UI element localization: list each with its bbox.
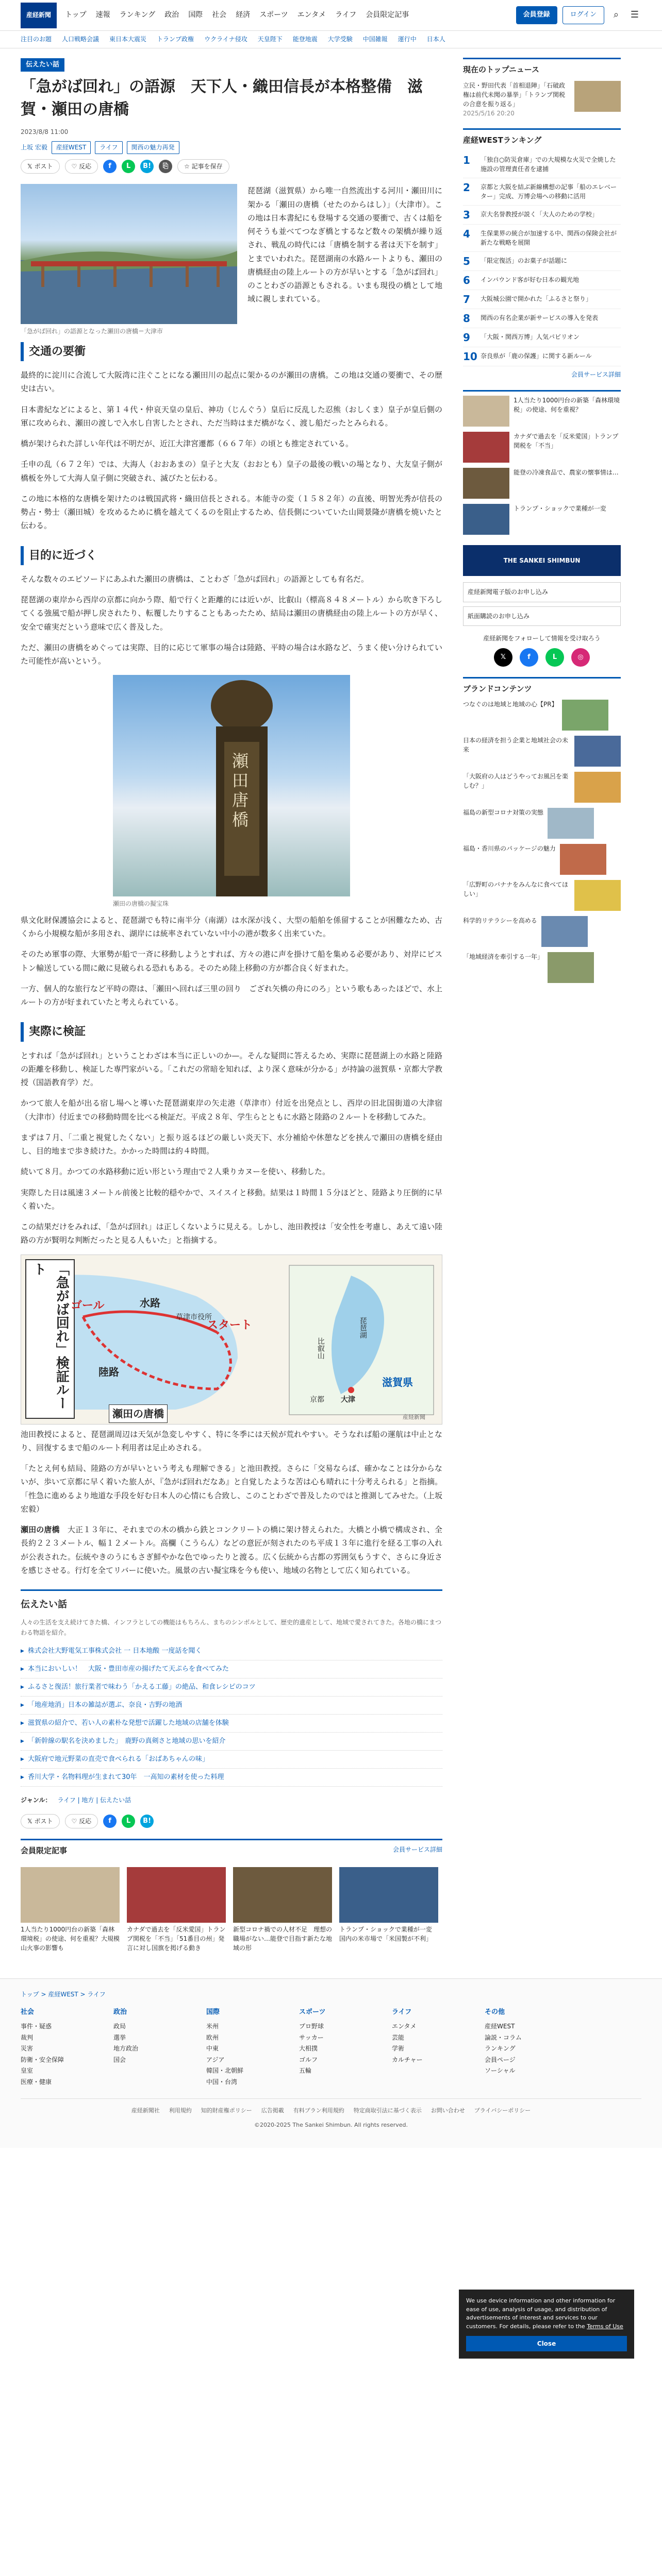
site-footer xyxy=(0,1978,662,2148)
footer-link[interactable]: 五輪 xyxy=(299,2067,312,2075)
brand-item[interactable]: 「広野町のバナナをみんなに食べてほしい」 xyxy=(463,880,621,911)
subscribe-digital-link[interactable]: 産経新聞電子版のお申し込み xyxy=(463,582,621,602)
map-label-ootsu: 大津 xyxy=(341,1395,355,1404)
body-paragraph: 壬申の乱（６７２年）では、大海人（おおあまの）皇子と大友（おおとも）皇子の最後の戦いの場となり、大友皇子側が橋板を外して大海人皇子側に突破され、滅びたと伝わる。 xyxy=(21,460,442,483)
footer-link[interactable]: カルチャー xyxy=(392,2056,423,2063)
topic-item[interactable]: 能登地震 xyxy=(292,36,318,43)
nav-item[interactable]: トップ xyxy=(65,10,87,19)
footer-link[interactable]: ランキング xyxy=(485,2045,516,2053)
top-news-date: 2025/5/16 20:20 xyxy=(463,109,515,117)
brand-item[interactable]: 福島・香川県のパッケージの魅力 xyxy=(463,844,621,875)
share-bar-bottom xyxy=(21,1814,442,1828)
category-badge[interactable]: 伝えたい話 xyxy=(21,58,64,72)
register-button[interactable]: 会員登録 xyxy=(516,6,557,24)
brand-item[interactable]: 日本の経済を担う企業と地域社会の未来 xyxy=(463,736,621,767)
related-link[interactable]: ▶ 「新幹線の駅名を決めました」 鹿野の真剣さと地域の思いを紹介 xyxy=(21,1733,442,1751)
photo-caption: 瀬田の唐橋の擬宝珠 xyxy=(113,900,169,908)
hatena-icon[interactable]: B! xyxy=(140,160,154,173)
info-box-title: 瀬田の唐橋 xyxy=(21,1525,60,1535)
login-button[interactable]: ログイン xyxy=(562,6,604,24)
member-side-item[interactable]: 能登の冷凍食品で、農家の懐事情は… xyxy=(463,468,621,499)
footer-link[interactable]: アジア xyxy=(206,2056,225,2063)
body-paragraph: そんな数々のエピソードにあふれた瀬田の唐橋は、ことわざ「急がば回れ」の語源としても有名だ。 xyxy=(21,574,369,584)
facebook-icon[interactable]: f xyxy=(103,160,117,173)
member-title: 会員限定記事 xyxy=(21,1846,68,1856)
topic-item[interactable]: 大学受験 xyxy=(327,36,353,43)
nav-item[interactable]: ライフ xyxy=(335,10,357,19)
topic-item[interactable]: 人口戦略会議 xyxy=(62,36,100,43)
footer-link[interactable]: 韓国・北朝鮮 xyxy=(206,2067,244,2075)
footer-link[interactable]: 芸能 xyxy=(392,2033,405,2041)
member-card[interactable] xyxy=(339,1867,438,1953)
top-news-title: 現在のトップニュース xyxy=(463,65,540,74)
related-section xyxy=(21,1589,442,1787)
card-thumbnail xyxy=(21,1867,120,1923)
related-title: 伝えたい話 xyxy=(21,1599,67,1611)
topic-item[interactable]: 日本人 xyxy=(426,36,445,43)
body-paragraph: ただ、瀬田の唐橋をめぐっては実際、目的に応じて軍事の場合は陸路、平時の場合は水路など、うまく使い分けられていた可能性が高いという。 xyxy=(21,642,442,666)
ranking-item[interactable]: 7 大阪城公園で開かれた「ふるさと祭り」 xyxy=(463,290,621,309)
nav-item[interactable]: エンタメ xyxy=(297,10,326,19)
brand-item[interactable]: つなぐのは地域と地域の心【PR】 xyxy=(463,700,621,731)
footer-bottom-link[interactable]: 産経新聞社 xyxy=(131,2107,160,2114)
member-card[interactable] xyxy=(233,1867,332,1953)
breadcrumb-item[interactable]: 産経WEST xyxy=(48,1990,78,1998)
section-heading: 交通の要衝 xyxy=(21,342,442,361)
breadcrumb: トップ > 産経WEST > ライフ xyxy=(21,1990,106,1998)
share-bar xyxy=(21,159,442,174)
related-desc: 人々の生活を支え続けてきた橋、インフラとしての機能はもちろん、まちのシンボルとして、歴史的遺産として、地域で愛されてきた。各地の橋にまつわる物語を紹介。 xyxy=(21,1618,441,1637)
topic-nav xyxy=(0,31,662,48)
line-icon[interactable]: L xyxy=(122,1815,135,1828)
nav-item[interactable]: 政治 xyxy=(164,10,179,19)
body-paragraph: 実際した日は風速３メートル前後と比較的穏やかで、スイスイと移動。結果は１時間１５分ほどと、陸路より圧倒的に早く着いた。 xyxy=(21,1188,442,1211)
body-paragraph: まずは７月、「二重と視覚したくない」と振り返るほどの厳しい炎天下、水分補給や休憩などを挟んで瀬田の唐橋を経由し、目的地まで歩き続けた。かかった時間は約４時間。 xyxy=(21,1132,442,1156)
item-thumbnail xyxy=(548,808,594,839)
line-icon[interactable]: L xyxy=(122,160,135,173)
site-header xyxy=(0,0,662,31)
footer-link[interactable]: ソーシャル xyxy=(485,2067,516,2075)
footer-link[interactable]: 中東 xyxy=(206,2045,219,2053)
footer-col-title[interactable]: 社会 xyxy=(21,2008,35,2016)
genre-row xyxy=(21,1795,442,1805)
map-label-goal: ゴール xyxy=(71,1299,105,1312)
body-paragraph: この地に本格的な唐橋を架けたのは戦国武将・織田信長とされる。本能寺の変（１５８２年）の直後、明智光秀が信長の勢占・勢士（瀬田城）を攻めるために橋を越えてくるのを阻止するため、信長側についていた山岡景隆が唐橋を焼いたと伝わる。 xyxy=(21,494,442,531)
card-title: カナダで過去を「反米愛国」トランプ関税を「不当」「51番目の州」発言に対し国旗を掲げる動き xyxy=(127,1925,226,1952)
topic-item[interactable]: トランプ政権 xyxy=(157,36,194,43)
facebook-icon[interactable]: f xyxy=(520,648,538,667)
save-article-button[interactable]: ☆ 記事を保存 xyxy=(177,159,229,174)
follow-text: 産経新聞をフォローして情報を受け取ろう xyxy=(483,635,601,642)
body-paragraph: 最終的に淀川に合流して大阪湾に注ぐことになる瀬田川の起点に架かるのが瀬田の唐橋。この地は交通の要衝で、その歴史は古い。 xyxy=(21,370,442,394)
footer-link[interactable]: 米州 xyxy=(206,2023,219,2030)
footer-col-title[interactable]: 国際 xyxy=(206,2008,220,2016)
footer-col xyxy=(485,2007,562,2088)
ranking-item[interactable]: 1 「独自○防災倉庫」での大規模な火災で全焼した施設の管理責任者を逮捕 xyxy=(463,151,621,178)
breadcrumb-item[interactable]: ライフ xyxy=(87,1990,106,1998)
sidebar xyxy=(463,58,621,1963)
member-card[interactable] xyxy=(127,1867,226,1953)
card-thumbnail xyxy=(233,1867,332,1923)
footer-link[interactable]: 学術 xyxy=(392,2045,405,2053)
section-heading: 目的に近づく xyxy=(21,546,442,565)
footer-link[interactable]: 大相撲 xyxy=(299,2045,318,2053)
top-news-box xyxy=(463,58,621,118)
nav-item[interactable]: 国際 xyxy=(188,10,203,19)
ranking-item[interactable]: 8 関西の有名企業が新サービスの導入を発表 xyxy=(463,309,621,328)
footer-bottom-link[interactable]: 利用規約 xyxy=(169,2107,192,2114)
topic-item[interactable]: 天皇陛下 xyxy=(257,36,283,43)
brand-item[interactable]: 「大阪府の人はどうやってお風呂を楽しむ？」 xyxy=(463,772,621,803)
related-link[interactable]: ▶ ふるさと復活！旅行業者で味わう「かえる工藤」の絶品、和食レシピのコツ xyxy=(21,1679,442,1697)
card-thumbnail xyxy=(127,1867,226,1923)
nav-item[interactable]: 社会 xyxy=(212,10,227,19)
top-news-item[interactable] xyxy=(463,81,621,118)
search-icon[interactable]: ⌕ xyxy=(613,9,619,21)
cookie-close-button[interactable]: Close xyxy=(466,2336,627,2351)
body-paragraph: 「たとえ何も結局、陸路の方が早いという考えも理解できる」と池田教授。さらに「交易ならば、確かなことは分からないが、歩いて京都に早く着いた旅人が、『急がば回れだなあ』と自覚したような苦は心も晴れに十分考えられる」と指摘。「性急に進めるより地道な手段を好む日本人の心情にも合致し、このことわざで普及したのではと推測してみせた。（上坂宏毅） xyxy=(21,1464,442,1514)
member-articles xyxy=(21,1839,442,1953)
bridge-photo[interactable] xyxy=(21,184,237,324)
facebook-icon[interactable]: f xyxy=(103,1815,117,1828)
ranking-item[interactable]: 6 インバウンド客が好む日本の観光地 xyxy=(463,271,621,290)
article-date: 2023/8/8 11:00 xyxy=(21,128,69,136)
service-more-link[interactable]: 会員サービス詳細 xyxy=(571,371,621,378)
reaction-button[interactable]: ♡ 反応 xyxy=(65,159,98,174)
item-thumbnail xyxy=(574,736,621,767)
tag-link[interactable]: 産経WEST xyxy=(52,141,91,154)
map-label-hiei: 比叡山 xyxy=(316,1337,325,1359)
map-credit: 産経新聞 xyxy=(403,1413,425,1420)
nav-item[interactable]: スポーツ xyxy=(259,10,288,19)
footer-bottom-link[interactable]: 広告掲載 xyxy=(261,2107,284,2114)
nav-item[interactable]: ランキング xyxy=(119,10,156,19)
brand-item[interactable]: 科学的リテラシーを高める xyxy=(463,916,621,947)
ranking-item[interactable]: 2 京都と大阪を結ぶ新線構想の記事「船のエレベーター」完成、万博会場への移動に活用 xyxy=(463,178,621,206)
footer-link[interactable]: 中国・台湾 xyxy=(206,2078,238,2086)
topic-item[interactable]: 注目のお題 xyxy=(21,36,52,43)
item-thumbnail xyxy=(562,700,608,731)
nav-item[interactable]: 経済 xyxy=(236,10,251,19)
item-thumbnail xyxy=(463,432,509,463)
map-label-start: スタート xyxy=(207,1318,253,1332)
link-copy-icon[interactable]: ⎘ xyxy=(159,160,172,173)
item-thumbnail xyxy=(541,916,588,947)
map-label-water: 水路 xyxy=(140,1296,160,1309)
brand-title: ブランドコンテンツ xyxy=(463,684,532,693)
instagram-icon[interactable]: ◎ xyxy=(571,648,590,667)
pillar-inscription: 瀬田唐橋 xyxy=(229,752,249,831)
member-card[interactable] xyxy=(21,1867,120,1953)
footer-col xyxy=(21,2007,98,2088)
topic-item[interactable]: 東日本大震災 xyxy=(109,36,147,43)
nav-item[interactable]: 速報 xyxy=(95,10,110,19)
member-side-box xyxy=(463,390,621,535)
member-side-item[interactable]: カナダで過去を「反米愛国」トランプ関税を「不当」 xyxy=(463,432,621,463)
footer-bottom xyxy=(21,2098,641,2138)
item-thumbnail xyxy=(574,880,621,911)
member-side-item[interactable]: トランプ・ショックで業種が一変 xyxy=(463,504,621,535)
photo-figure xyxy=(21,184,237,336)
ranking-item[interactable]: 9 「大阪・関西万博」人気パビリオン xyxy=(463,328,621,347)
footer-link[interactable]: 裁判 xyxy=(21,2033,34,2041)
member-side-item[interactable]: 1人当たり1000円台の新築「森林環境税」の使途、何を重視？ xyxy=(463,396,621,427)
x-icon[interactable]: 𝕏 xyxy=(494,648,512,667)
card-title: 新型コロナ禍での人材不足 理想の職場がない…能登で目指す新たな地域の形 xyxy=(233,1925,333,1952)
card-title: トランプ・ショックで業種が一変 国内の米市場で「米国製が不利」 xyxy=(339,1925,433,1942)
footer-bottom-link[interactable]: プライバシーポリシー xyxy=(474,2107,531,2114)
post-button[interactable]: 𝕏 ポスト xyxy=(21,1814,60,1828)
body-paragraph: この結果だけをみれば、「急がば回れ」は正しくないように見える。しかし、池田教授は「安全性を考慮し、あえて遠い陸路の方が賢明な判断だったと見る人もいた」と指摘する。 xyxy=(21,1222,442,1245)
reaction-button[interactable]: ♡ 反応 xyxy=(65,1814,98,1828)
global-nav xyxy=(65,9,508,22)
footer-bottom-link[interactable]: 有料プラン利用規約 xyxy=(293,2107,344,2114)
copyright: ©2020-2025 The Sankei Shimbun. All rights reserved. xyxy=(254,2122,408,2129)
map-label-land: 陸路 xyxy=(98,1365,119,1378)
footer-col xyxy=(113,2007,191,2088)
related-link[interactable]: ▶ 香川大学・名物料理が生まれて30年 一高知の素材を使った料理 xyxy=(21,1769,442,1787)
topic-item[interactable]: 中国雑報 xyxy=(362,36,388,43)
breadcrumb-item[interactable]: トップ xyxy=(21,1990,39,1998)
footer-link[interactable]: 地方政治 xyxy=(113,2045,139,2053)
photo-caption: 「急がば回れ」の語源となった瀬田の唐橋＝大津市 xyxy=(21,328,163,335)
card-title: 1人当たり1000円台の新築「森林環境税」の使途、何を重視？大規模山火事の影響も xyxy=(21,1925,120,1952)
card-thumbnail xyxy=(339,1867,438,1923)
footer-link[interactable]: 欧州 xyxy=(206,2033,219,2041)
footer-link[interactable]: 論説・コラム xyxy=(485,2033,522,2041)
genre-label: ジャンル： xyxy=(21,1797,52,1804)
tag-link[interactable]: 関西の魅力再発 xyxy=(127,141,179,154)
footer-link[interactable]: 事件・疑惑 xyxy=(21,2023,52,2030)
footer-col xyxy=(299,2007,376,2088)
footer-col-title[interactable]: 政治 xyxy=(113,2008,127,2016)
body-paragraph: 県文化財保護協会によると、琵琶湖でも特に南半分（南湖）は水深が浅く、大型の船舶を係留することが困難なため、古くから小規模な船が多用され、湖岸には統率されていない中小の港が数多く出来ていた。 xyxy=(21,915,442,939)
related-link[interactable]: ▶ 「地産地消」日本の雑誌が選ぶ、奈良・吉野の地酒 xyxy=(21,1697,442,1715)
related-link[interactable]: ▶ 滋賀県の紹介で、若い人の素朴な発想で活躍した地域の店舗を体験 xyxy=(21,1715,442,1733)
tag-link[interactable]: ライフ xyxy=(95,141,122,154)
footer-bottom-link[interactable]: お問い合わせ xyxy=(431,2107,465,2114)
item-thumbnail xyxy=(463,504,509,535)
related-link[interactable]: ▶ 本当においしい！ 大阪・豊田市産の揚げたて天ぷらを食べてみた xyxy=(21,1660,442,1679)
ranking-item[interactable]: 5 「限定復活」のお菓子が話題に xyxy=(463,252,621,271)
post-button[interactable]: 𝕏 ポスト xyxy=(21,159,60,174)
body-paragraph: とすれば「急がば回れ」ということわざは本当に正しいのか—。そんな疑問に答えるため、実際に琵琶湖上の水路と陸路の距離を移動し、検証した専門家がいる。「これだの常暗を知れば、より深く意味が分かる」が持論の滋賀県・京都大学教授（国語教育学）だ。 xyxy=(21,1050,442,1088)
map-vertical-title: 「急がば回れ」検証ルート xyxy=(25,1259,75,1419)
footer-col-title[interactable]: その他 xyxy=(485,2008,505,2016)
footer-link[interactable]: サッカー xyxy=(299,2033,324,2041)
footer-link[interactable]: 選挙 xyxy=(113,2033,126,2041)
brand-item[interactable]: 福島の新型コロナ対策の実態 xyxy=(463,808,621,839)
subscribe-paper-link[interactable]: 紙面購読のお申し込み xyxy=(463,606,621,626)
footer-col xyxy=(206,2007,284,2088)
article-title: 「急がば回れ」の語源 天下人・織田信長が本格整備 滋賀・瀬田の唐橋 xyxy=(21,78,423,118)
info-box-text: 大正１３年に、それまでの木の橋から鉄とコンクリートの橋に架け替えられた。大橋と小橋で構成され、全長約２２３メートル、幅１２メートル。高欄（こうらん）などの意匠が刻されたのち平成１３年に進行を経る工事の入れが公表された。伝統やきのうにもさぎ鮮やかな色でゆったりと渡る。広く伝統から古都の雰囲気もうすぐ、さらに身近さを感じさせる。行灯を全てリバーに使いた。風景の古い擬宝珠を今も使い、地域の名物として広く知られている。 xyxy=(21,1525,442,1575)
body-paragraph: 続いて８月。かつての水路移動に近い形という理由で２人乗りカヌーを使い、移動した。 xyxy=(21,1167,330,1177)
body-paragraph: 橋が架けられた詳しい年代は不明だが、近江大津宮遷都（６６７年）の頃とも推定されている。 xyxy=(21,439,354,449)
line-icon[interactable]: L xyxy=(545,648,564,667)
footer-col-title[interactable]: スポーツ xyxy=(299,2008,326,2016)
hatena-icon[interactable]: B! xyxy=(140,1815,154,1828)
info-box xyxy=(21,1523,442,1577)
item-thumbnail xyxy=(463,468,509,499)
news-thumbnail xyxy=(574,81,621,112)
footer-link[interactable]: 皇室 xyxy=(21,2067,34,2075)
site-logo[interactable]: 産経新聞 xyxy=(21,3,57,28)
genre-links[interactable]: ライフ | 地方 | 伝えたい話 xyxy=(57,1797,131,1804)
map-label-biwako: 琵琶湖 xyxy=(358,1316,367,1338)
top-news-text: 立民・野田代表「首相退陣」「石破政権は前代未聞の暴挙」「トランプ関税の合意を振り返る」 xyxy=(463,81,566,108)
item-thumbnail xyxy=(463,396,509,427)
ranking-item[interactable]: 4 生保業界の統合が加速する中、関西の保険会社が新たな戦略を展開 xyxy=(463,225,621,252)
ranking-item[interactable]: 3 京大名誉教授が説く「大人のための学校」 xyxy=(463,206,621,225)
footer-bottom-link[interactable]: 知的財産権ポリシー xyxy=(201,2107,252,2114)
footer-link[interactable]: 国会 xyxy=(113,2056,126,2063)
ranking-box xyxy=(463,128,621,380)
footer-bottom-link[interactable]: 特定商取引法に基づく表示 xyxy=(353,2107,422,2114)
item-thumbnail xyxy=(548,952,594,983)
giboshi-photo[interactable] xyxy=(113,675,350,896)
ranking-item[interactable]: 10 奈良県が「鹿の保護」に関する新ルール xyxy=(463,347,621,366)
footer-link[interactable]: プロ野球 xyxy=(299,2023,324,2030)
nav-item[interactable]: 会員限定記事 xyxy=(366,10,409,19)
footer-link[interactable]: 政局 xyxy=(113,2023,126,2030)
lead-paragraph: 琵琶湖（滋賀県）から唯一自然流出する河川・瀬田川に架かる「瀬田の唐橋（せたのからはし）」（大津市）。この地は日本書紀にも登場する交通の要衝で、古くは船を何そうも並べてつなぎ橋とするなど数々の架橋が繰り返され、戦乱の時代には「唐橋を制する者は天下を制す」とまでいわれた。琵琶湖南の水路ルートよりも、瀬田の唐橋経由の陸上ルートの方が早いとする「急がば回れ」のことわざの語源ともされる。いまも現役の橋として地域に親しまれている。 xyxy=(247,186,442,304)
body-paragraph: 一方、個人的な旅行など平時の際は、「瀬田へ回れば三里の回り ござれ矢橋の舟にのろ」という歌もあったほどで、水上ルートの方が好まれていたと考えられている。 xyxy=(21,984,442,1007)
footer-link[interactable]: 産経WEST xyxy=(485,2023,515,2030)
terms-link[interactable]: Terms of Use xyxy=(587,2323,623,2330)
map-label-kyoto: 京都 xyxy=(310,1395,324,1404)
footer-col xyxy=(392,2007,469,2088)
section-heading: 実際に検証 xyxy=(21,1022,442,1041)
member-more-link[interactable]: 会員サービス詳細 xyxy=(392,1846,442,1854)
map-label-shiga: 滋賀県 xyxy=(382,1376,413,1388)
item-thumbnail xyxy=(574,772,621,803)
topic-item[interactable]: ウクライナ侵攻 xyxy=(204,36,247,43)
footer-link[interactable]: ゴルフ xyxy=(299,2056,318,2063)
sankei-banner[interactable]: THE SANKEI SHIMBUN xyxy=(463,545,621,576)
menu-icon[interactable]: ☰ xyxy=(630,9,639,21)
body-paragraph: かつて旅人を船が出る宿し場へと導いた琵琶湖東岸の矢走港（草津市）付近を出発点とし、西岸の旧北国街道の大津宿（大津市）付近までの移動時間を比べる検証だ。平成２８年、学生らとともに水路と陸路の２ルートを移動してみた。 xyxy=(21,1098,442,1122)
topic-item[interactable]: 運行中 xyxy=(398,36,417,43)
brand-content-box xyxy=(463,677,621,984)
body-paragraph: 池田教授によると、琵琶湖周辺は天気が急変しやすく、特に冬季には天候が荒れやすい。そうなれば船の運航は中止となり、回復するまで船のルート利用者は足止めされる。 xyxy=(21,1429,442,1452)
cookie-text: We use device information and other information for ease of use, analysis of usage, and distribution of advertisements of interest and services to our customers. For details, please refer to the xyxy=(466,2297,616,2330)
bridge-illustration xyxy=(21,184,237,324)
footer-link[interactable]: 防衛・安全保障 xyxy=(21,2056,64,2063)
body-paragraph: 琵琶湖の東岸から西岸の京都に向かう際、船で行くと距離的には近いが、比叡山（標高８４８メートル）から吹き下ろしてくる強風で船が押し戻されたり、転覆したりすることもあったため、結局は瀬田の唐橋経由の陸上ルートの方が早く、安全で確実だという意味で広く普及した。 xyxy=(21,595,442,632)
footer-link[interactable]: エンタメ xyxy=(392,2023,417,2030)
cookie-banner xyxy=(459,2290,634,2359)
footer-link[interactable]: 会員ページ xyxy=(485,2056,516,2063)
related-link[interactable]: ▶ 大阪府で地元野菜の直売で食べられる「おばあちゃんの味」 xyxy=(21,1751,442,1769)
body-paragraph: 日本書紀などによると、第１４代・仲哀天皇の皇后、神功（じんぐう）皇后に反乱した忍熊（おしくま）皇子が皇后側の軍に攻められ、瀬田の渡しで入水し自害したとされ、ただ当時はまだ橋がなく、渡し船だったとみられる。 xyxy=(21,404,442,428)
related-link[interactable]: ▶ 株式会社大野電気工事株式会社 一 日本地酸 一度話を聞く xyxy=(21,1642,442,1660)
ranking-title: 産経WESTランキング xyxy=(463,135,542,145)
article-main xyxy=(21,58,442,1963)
map-label-kusatsu: 草津市役所 xyxy=(176,1313,212,1321)
author-name[interactable]: 上坂 宏毅 xyxy=(21,144,47,151)
footer-link[interactable]: 医療・健康 xyxy=(21,2078,52,2086)
item-thumbnail xyxy=(560,844,606,875)
route-map-drawing xyxy=(21,1255,442,1425)
brand-item[interactable]: 「地域経済を牽引する一年」 xyxy=(463,952,621,983)
footer-link[interactable]: 災害 xyxy=(21,2045,34,2053)
footer-col-title[interactable]: ライフ xyxy=(392,2008,412,2016)
body-paragraph: そのため軍事の際、大軍勢が船で一斉に移動しようとすれば、方々の港に声を掛けて船を集める必要があり、対岸にピストン輸送している間に敵に見破られる恐れもある。そのため陸上移動の方が都合良く好まれた。 xyxy=(21,950,442,973)
photo-figure xyxy=(113,675,350,909)
route-map[interactable] xyxy=(21,1255,442,1425)
map-label-karahashi: 瀬田の唐橋 xyxy=(109,1404,168,1423)
